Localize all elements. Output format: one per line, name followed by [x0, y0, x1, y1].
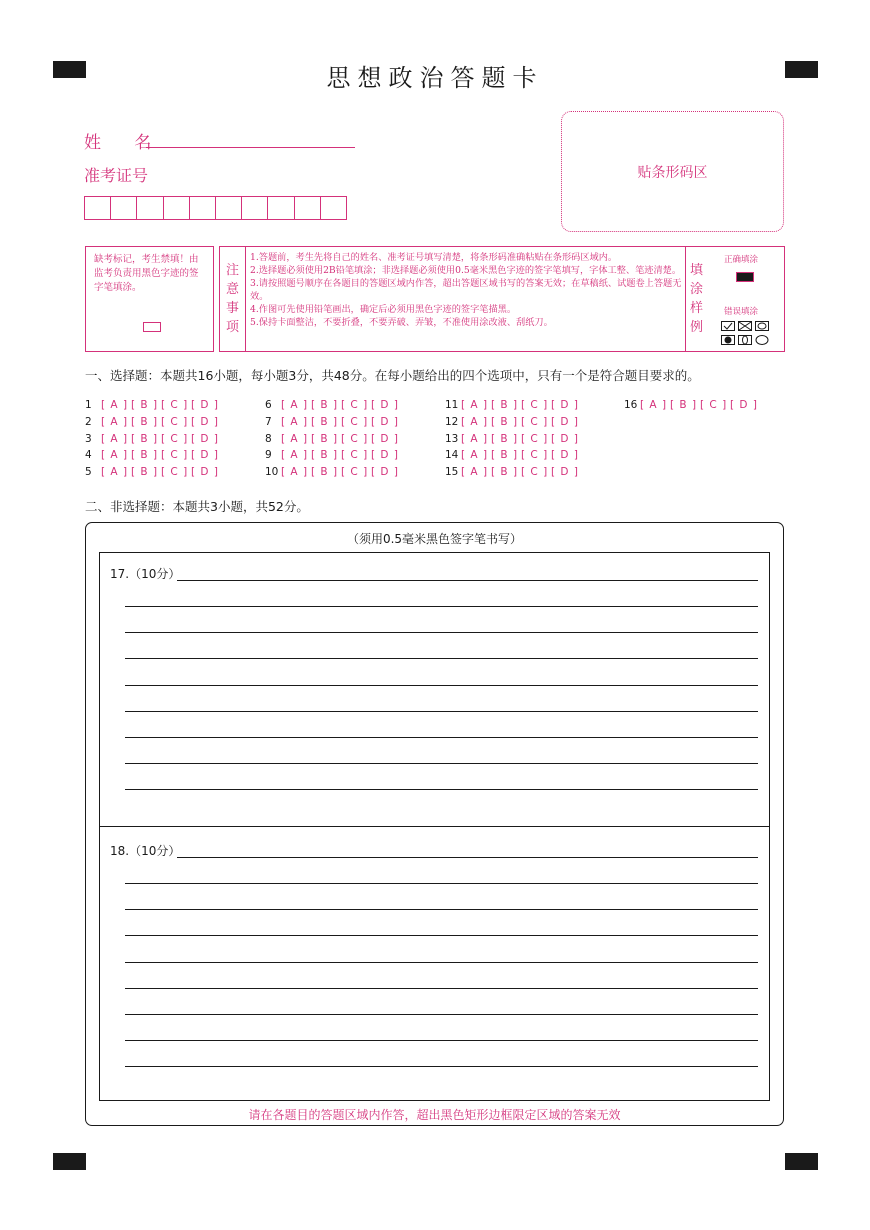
question-divider [99, 826, 770, 827]
choice-option-bubble[interactable]: [ B ] [131, 466, 159, 479]
choice-question-number: 11 [445, 399, 459, 411]
writing-line[interactable] [125, 1040, 758, 1041]
choice-option-bubble[interactable]: [ A ] [281, 466, 309, 479]
choice-option-bubble[interactable]: [ C ] [161, 449, 189, 462]
choice-option-bubble[interactable]: [ B ] [491, 399, 519, 411]
choice-question-number: 12 [445, 415, 459, 428]
exam-id-digit-box[interactable] [215, 196, 242, 220]
writing-line[interactable] [125, 789, 758, 790]
writing-line[interactable] [125, 988, 758, 989]
choice-option-bubble[interactable]: [ C ] [521, 449, 549, 462]
wrong-fill-label: 错误填涂 [724, 307, 759, 317]
section2-title: 二、非选择题：本题共3小题，共52分。 [85, 499, 309, 514]
notes-box [219, 246, 785, 352]
circle-fill-icon [755, 335, 769, 345]
choice-row [445, 416, 581, 428]
corner-marker-bottom-right [785, 1153, 818, 1170]
writing-line[interactable] [125, 935, 758, 936]
choice-option-bubble[interactable]: [ D ] [551, 432, 579, 445]
question-18-answer-line[interactable] [177, 857, 758, 858]
notes-heading-char: 项 [225, 320, 239, 335]
choice-option-bubble[interactable]: [ B ] [491, 449, 519, 462]
note-item: 4.作图可先使用铅笔画出，确定后必须用黑色字迹的签字笔描黑。 [250, 304, 517, 315]
choice-row [265, 466, 401, 478]
correct-fill-label: 正确填涂 [724, 255, 759, 265]
choice-option-bubble[interactable]: [ A ] [461, 399, 489, 411]
page-title: 思想政治答题卡 [326, 64, 544, 92]
fill-heading-char: 例 [690, 320, 704, 335]
choice-option-bubble[interactable]: [ C ] [161, 415, 189, 428]
exam-id-digit-box[interactable] [163, 196, 190, 220]
dot-fill-icon [721, 335, 735, 345]
exam-id-digit-box[interactable] [84, 196, 111, 220]
writing-line[interactable] [125, 962, 758, 963]
choice-option-bubble[interactable]: [ A ] [281, 449, 309, 462]
absent-mark-field[interactable] [143, 322, 161, 332]
choice-option-bubble[interactable]: [ B ] [131, 399, 159, 411]
exam-id-digit-box[interactable] [241, 196, 268, 220]
footer-note: 请在各题目的答题区域内作答，超出黑色矩形边框限定区域的答案无效 [248, 1108, 621, 1122]
absent-mark-box [85, 246, 214, 352]
corner-marker-bottom-left [53, 1153, 86, 1170]
exam-id-label: 准考证号 [84, 166, 149, 185]
choice-option-bubble[interactable]: [ D ] [551, 399, 579, 411]
choice-option-bubble[interactable]: [ B ] [491, 432, 519, 445]
choice-option-bubble[interactable]: [ A ] [101, 466, 129, 479]
section1-title: 一、选择题：本题共16小题，每小题3分，共48分。在每小题给出的四个选项中，只有一个是符合题目要求的。 [85, 368, 700, 383]
choice-row [445, 433, 581, 445]
writing-line[interactable] [125, 883, 758, 884]
choice-row [445, 399, 581, 411]
fill-sample [685, 247, 784, 351]
wrong-fill-row-2 [721, 335, 769, 345]
choice-option-bubble[interactable]: [ A ] [640, 399, 668, 411]
choice-option-bubble[interactable]: [ D ] [371, 449, 399, 462]
choice-question-number: 1 [85, 399, 92, 411]
choice-option-bubble[interactable]: [ A ] [461, 415, 489, 428]
choice-row [265, 416, 401, 428]
choice-option-bubble[interactable]: [ B ] [311, 399, 339, 411]
choice-option-bubble[interactable]: [ D ] [191, 432, 219, 445]
choice-row [85, 399, 221, 411]
choice-option-bubble[interactable]: [ A ] [461, 432, 489, 445]
choice-row [85, 449, 221, 461]
choice-option-bubble[interactable]: [ C ] [521, 415, 549, 428]
wrong-fill-row-1 [721, 321, 769, 331]
choice-option-bubble[interactable]: [ A ] [101, 399, 129, 411]
fill-sample-heading [690, 261, 704, 337]
choice-option-bubble[interactable]: [ C ] [341, 449, 369, 462]
absent-note: 缺考标记，考生禁填！由监考负责用黑色字迹的签字笔填涂。 [94, 254, 199, 293]
choice-option-bubble[interactable]: [ C ] [700, 399, 728, 411]
choice-option-bubble[interactable]: [ B ] [491, 466, 519, 479]
choice-question-number: 15 [445, 466, 459, 479]
cross-mark-icon [738, 321, 752, 331]
choice-question-number: 10 [265, 466, 279, 479]
notes-heading-char: 注 [225, 263, 239, 278]
choice-option-bubble[interactable]: [ A ] [281, 415, 309, 428]
choice-question-number: 6 [265, 399, 272, 411]
choice-row [85, 416, 221, 428]
choice-option-bubble[interactable]: [ B ] [311, 449, 339, 462]
note-item: 1.答题前，考生先将自己的姓名、准考证号填写清楚，将条形码准确粘贴在条形码区域内。 [250, 252, 618, 263]
note-item: 2.选择题必须使用2B铅笔填涂；非选择题必须使用0.5毫米黑色字迹的签字笔填写，字体工整、笔迹清楚。 [250, 265, 682, 276]
barcode-label: 贴条形码区 [637, 164, 708, 181]
exam-id-digit-box[interactable] [320, 196, 347, 220]
choice-option-bubble[interactable]: [ C ] [161, 466, 189, 479]
writing-line[interactable] [125, 685, 758, 686]
choice-option-bubble[interactable]: [ B ] [311, 415, 339, 428]
choice-option-bubble[interactable]: [ B ] [670, 399, 698, 411]
choice-row [265, 433, 401, 445]
choice-option-bubble[interactable]: [ C ] [341, 466, 369, 479]
choice-option-bubble[interactable]: [ D ] [191, 399, 219, 411]
choice-option-bubble[interactable]: [ C ] [161, 399, 189, 411]
writing-line[interactable] [125, 763, 758, 764]
fill-heading-char: 涂 [690, 282, 704, 297]
choice-option-bubble[interactable]: [ D ] [371, 466, 399, 479]
choice-option-bubble[interactable]: [ D ] [191, 415, 219, 428]
fill-heading-char: 样 [690, 301, 704, 316]
choice-question-number: 4 [85, 449, 92, 462]
choice-question-number: 16 [624, 399, 638, 411]
choice-option-bubble[interactable]: [ D ] [551, 415, 579, 428]
choice-option-bubble[interactable]: [ A ] [461, 466, 489, 479]
choice-option-bubble[interactable]: [ A ] [101, 432, 129, 445]
choice-row [85, 466, 221, 478]
choice-option-bubble[interactable]: [ B ] [491, 415, 519, 428]
choice-question-number: 8 [265, 432, 272, 445]
choice-row [445, 466, 581, 478]
choice-option-bubble[interactable]: [ D ] [371, 399, 399, 411]
exam-id-digit-box[interactable] [294, 196, 321, 220]
writing-line[interactable] [125, 909, 758, 910]
writing-line[interactable] [125, 632, 758, 633]
note-item: 5.保持卡面整洁，不要折叠，不要弄破、弄皱，不准使用涂改液、刮纸刀。 [250, 317, 553, 328]
exam-id-digit-box[interactable] [110, 196, 137, 220]
question-17-label: 17.（10分） [110, 567, 181, 581]
choice-question-number: 2 [85, 415, 92, 428]
partial-fill-icon [755, 321, 769, 331]
exam-id-digit-box[interactable] [136, 196, 163, 220]
choice-option-bubble[interactable]: [ B ] [131, 415, 159, 428]
writing-line[interactable] [125, 658, 758, 659]
choice-option-bubble[interactable]: [ D ] [551, 466, 579, 479]
choice-option-bubble[interactable]: [ A ] [101, 449, 129, 462]
writing-line[interactable] [125, 1066, 758, 1067]
choice-option-bubble[interactable]: [ B ] [311, 466, 339, 479]
choice-option-bubble[interactable]: [ A ] [281, 432, 309, 445]
choice-question-number: 3 [85, 432, 92, 445]
notes-heading [220, 247, 246, 351]
question-17-answer-line[interactable] [177, 580, 758, 581]
choice-row [85, 433, 221, 445]
barcode-area [561, 111, 784, 232]
notes-heading-char: 意 [225, 282, 239, 297]
choice-row [265, 399, 401, 411]
writing-line[interactable] [125, 1014, 758, 1015]
fill-heading-char: 填 [690, 263, 704, 278]
choice-row [624, 399, 760, 411]
choice-option-bubble[interactable]: [ C ] [341, 432, 369, 445]
exam-id-digit-box[interactable] [267, 196, 294, 220]
choice-option-bubble[interactable]: [ A ] [101, 415, 129, 428]
choice-option-bubble[interactable]: [ D ] [371, 415, 399, 428]
choice-option-bubble[interactable]: [ C ] [521, 399, 549, 411]
choice-option-bubble[interactable]: [ C ] [161, 432, 189, 445]
choice-option-bubble[interactable]: [ A ] [461, 449, 489, 462]
choice-question-number: 7 [265, 415, 272, 428]
writing-line[interactable] [125, 737, 758, 738]
note-item: 3.请按照题号顺序在各题目的答题区域内作答，超出答题区域书写的答案无效；在草稿纸、试题卷上答题无效。 [250, 278, 682, 302]
pen-note: （须用0.5毫米黑色签字笔书写） [346, 532, 523, 546]
writing-line[interactable] [125, 711, 758, 712]
exam-id-boxes[interactable] [84, 196, 346, 220]
choice-option-bubble[interactable]: [ B ] [131, 432, 159, 445]
choice-option-bubble[interactable]: [ C ] [341, 415, 369, 428]
choice-option-bubble[interactable]: [ B ] [311, 432, 339, 445]
oval-fill-icon [738, 335, 752, 345]
choice-option-bubble[interactable]: [ D ] [551, 449, 579, 462]
correct-fill-icon [736, 272, 754, 282]
choice-option-bubble[interactable]: [ A ] [281, 399, 309, 411]
choice-question-number: 9 [265, 449, 272, 462]
choice-option-bubble[interactable]: [ D ] [371, 432, 399, 445]
name-field[interactable] [146, 147, 355, 148]
choice-option-bubble[interactable]: [ D ] [730, 399, 758, 411]
exam-id-digit-box[interactable] [189, 196, 216, 220]
question-18-label: 18.（10分） [110, 844, 181, 858]
choice-option-bubble[interactable]: [ C ] [521, 432, 549, 445]
choice-question-number: 14 [445, 449, 459, 462]
choice-option-bubble[interactable]: [ D ] [191, 466, 219, 479]
choice-row [445, 449, 581, 461]
choice-option-bubble[interactable]: [ B ] [131, 449, 159, 462]
writing-line[interactable] [125, 606, 758, 607]
choice-option-bubble[interactable]: [ C ] [341, 399, 369, 411]
choice-row [265, 449, 401, 461]
name-label: 姓 名 [84, 133, 166, 153]
check-mark-icon [721, 321, 735, 331]
notes-heading-char: 事 [225, 301, 239, 316]
choice-question-number: 13 [445, 432, 459, 445]
choice-option-bubble[interactable]: [ C ] [521, 466, 549, 479]
choice-question-number: 5 [85, 466, 92, 479]
choice-option-bubble[interactable]: [ D ] [191, 449, 219, 462]
notes-list [250, 251, 684, 329]
